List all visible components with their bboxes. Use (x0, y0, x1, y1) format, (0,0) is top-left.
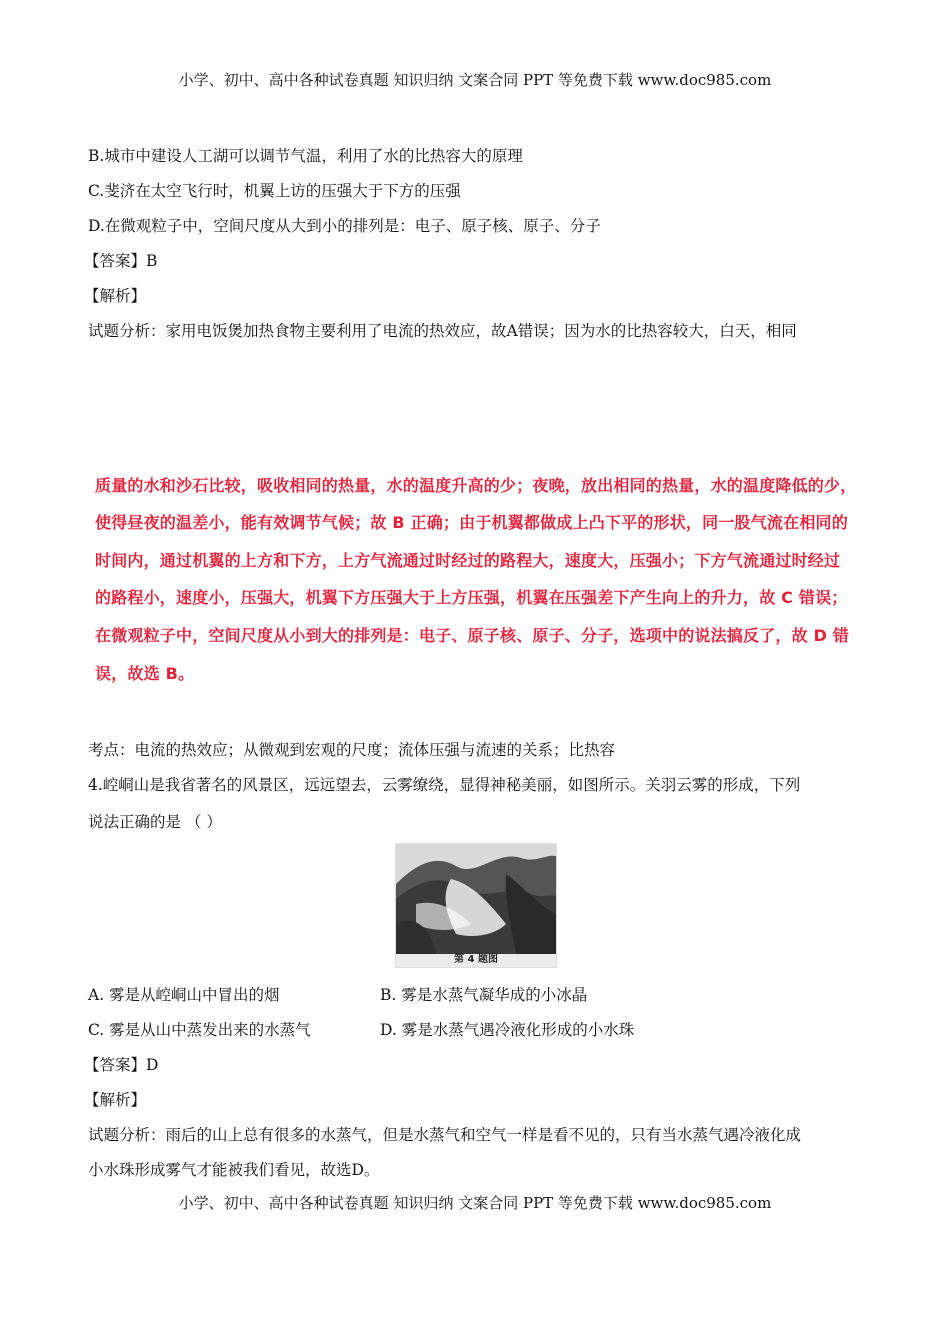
q3-analysis-red-line: 在微观粒子中，空间尺度从小到大的排列是：电子、原子核、原子、分子，选项中的说法搞反了，故 D 错 (95, 626, 850, 645)
page-footer: 小学、初中、高中各种试卷真题 知识归纳 文案合同 PPT 等免费下载 www.doc985.com (178, 1194, 772, 1212)
q4-answer: 【答案】D (84, 1056, 159, 1074)
q4-analysis-text: 小水珠形成雾气才能被我们看见，故选D。 (88, 1161, 380, 1179)
q4-analysis-label: 【解析】 (84, 1091, 147, 1109)
q3-option-b: B.城市中建设人工湖可以调节气温，利用了水的比热容大的原理 (88, 147, 523, 165)
q4-stem: 说法正确的是 （ ） (88, 813, 222, 831)
q4-analysis-text: 试题分析：雨后的山上总有很多的水蒸气，但是水蒸气和空气一样是看不见的，只有当水蒸气遇冷液化成 (88, 1126, 802, 1144)
q4-stem: 4.崆峒山是我省著名的风景区，远远望去，云雾缭绕，显得神秘美丽，如图所示。关羽云雾的形成，下列 (88, 776, 801, 794)
q4-option-c: C. 雾是从山中蒸发出来的水蒸气 (88, 1021, 311, 1039)
q3-analysis-red-line: 使得昼夜的温差小，能有效调节气候；故 B 正确；由于机翼都做成上凸下平的形状，同一股气流在相同的 (95, 513, 848, 532)
q4-option-a: A. 雾是从崆峒山中冒出的烟 (88, 986, 280, 1004)
q4-option-d: D. 雾是水蒸气遇冷液化形成的小水珠 (380, 1021, 635, 1039)
q3-answer: 【答案】B (84, 252, 158, 270)
mountain-fog-photo (395, 843, 557, 968)
q3-option-c: C.斐济在太空飞行时，机翼上访的压强大于下方的压强 (88, 182, 461, 200)
q3-analysis-label: 【解析】 (84, 287, 147, 305)
q3-analysis-text: 试题分析：家用电饭煲加热食物主要利用了电流的热效应，故A错误；因为水的比热容较大，白天，相同 (88, 322, 797, 340)
q3-analysis-red-line: 误，故选 B。 (95, 664, 195, 683)
mountain-fog-image (396, 844, 556, 954)
q3-analysis-red-line: 时间内，通过机翼的上方和下方，上方气流通过时经过的路程大，速度大，压强小；下方气流通过时经过 (95, 551, 841, 570)
q3-kaodian: 考点：电流的热效应；从微观到宏观的尺度；流体压强与流速的关系；比热容 (88, 741, 616, 759)
q3-option-d: D.在微观粒子中，空间尺度从大到小的排列是：电子、原子核、原子、分子 (88, 217, 601, 235)
page-header: 小学、初中、高中各种试卷真题 知识归纳 文案合同 PPT 等免费下载 www.doc985.com (178, 71, 772, 89)
figure-caption: 第 4 题图 (454, 954, 498, 965)
q3-analysis-red-line: 的路程小，速度小，压强大，机翼下方压强大于上方压强，机翼在压强差下产生向上的升力，故 C 错误； (95, 588, 848, 607)
q4-option-b: B. 雾是水蒸气凝华成的小冰晶 (380, 986, 588, 1004)
q3-analysis-red-line: 质量的水和沙石比较，吸收相同的热量，水的温度升高的少；夜晚，放出相同的热量，水的温度降低的少， (95, 476, 857, 495)
